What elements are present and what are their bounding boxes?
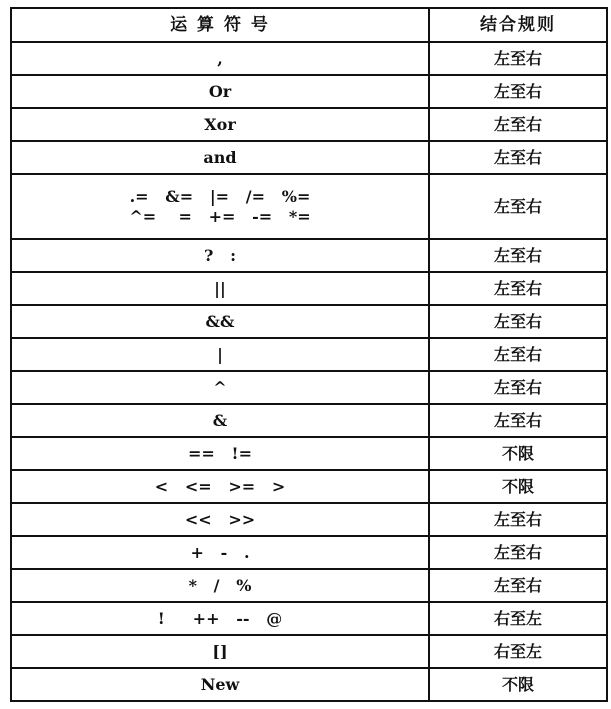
operator-text: New xyxy=(200,674,240,694)
operator-text: Xor xyxy=(204,114,236,134)
operator-cell xyxy=(11,108,429,141)
table-row xyxy=(11,602,607,635)
table-row xyxy=(11,75,607,108)
operator-cell xyxy=(11,668,429,701)
associativity-cell: 左至右 xyxy=(429,338,607,371)
associativity-cell: 不限 xyxy=(429,668,607,701)
associativity-cell: 右至左 xyxy=(429,602,607,635)
table-row xyxy=(11,371,607,404)
operator-text: && xyxy=(205,311,235,331)
operator-text: * / % xyxy=(188,575,252,595)
operator-cell xyxy=(11,635,429,668)
associativity-cell: 左至右 xyxy=(429,108,607,141)
associativity-cell: 左至右 xyxy=(429,404,607,437)
associativity-cell: 左至右 xyxy=(429,371,607,404)
associativity-column-header: 结合规则 xyxy=(429,8,607,42)
table-row xyxy=(11,338,607,371)
operator-cell xyxy=(11,42,429,75)
operator-cell xyxy=(11,174,429,239)
table-row xyxy=(11,470,607,503)
table-row xyxy=(11,569,607,602)
associativity-cell: 左至右 xyxy=(429,536,607,569)
associativity-cell: 左至右 xyxy=(429,305,607,338)
associativity-cell: 左至右 xyxy=(429,174,607,239)
associativity-cell: 左至右 xyxy=(429,503,607,536)
operator-cell xyxy=(11,437,429,470)
operator-cell xyxy=(11,141,429,174)
associativity-cell: 左至右 xyxy=(429,75,607,108)
operator-cell xyxy=(11,470,429,503)
table-row xyxy=(11,437,607,470)
table-row xyxy=(11,536,607,569)
associativity-cell: 左至右 xyxy=(429,272,607,305)
operator-text: | xyxy=(217,344,223,364)
table-row xyxy=(11,305,607,338)
table-row xyxy=(11,668,607,701)
operator-cell xyxy=(11,272,429,305)
operator-text: || xyxy=(214,278,226,298)
associativity-cell: 左至右 xyxy=(429,569,607,602)
operator-text: & xyxy=(212,410,228,430)
operator-text: [] xyxy=(212,641,228,661)
table-row xyxy=(11,108,607,141)
operator-text: ^ xyxy=(213,377,227,397)
operator-text: + - . xyxy=(190,542,250,562)
associativity-cell: 不限 xyxy=(429,437,607,470)
table-row xyxy=(11,239,607,272)
operator-cell xyxy=(11,503,429,536)
operator-text: ! ++ -- @ xyxy=(157,608,283,628)
table-row xyxy=(11,635,607,668)
operator-text: Or xyxy=(208,81,232,101)
operator-cell xyxy=(11,602,429,635)
operator-cell xyxy=(11,536,429,569)
associativity-cell: 右至左 xyxy=(429,635,607,668)
table-row xyxy=(11,141,607,174)
table-header-row xyxy=(11,8,607,42)
operator-cell xyxy=(11,239,429,272)
operator-cell xyxy=(11,338,429,371)
operator-text: .= &= |= /= %= xyxy=(129,187,311,207)
operator-text: << >> xyxy=(184,509,256,529)
operator-cell xyxy=(11,75,429,108)
operator-text: ? : xyxy=(204,245,236,265)
associativity-cell: 不限 xyxy=(429,470,607,503)
operator-text: and xyxy=(203,147,237,167)
operator-cell xyxy=(11,569,429,602)
operator-cell xyxy=(11,305,429,338)
table-row xyxy=(11,42,607,75)
table-row xyxy=(11,404,607,437)
associativity-cell: 左至右 xyxy=(429,239,607,272)
operator-column-header: 运 算 符 号 xyxy=(11,8,429,42)
operator-text: ^= = += -= *= xyxy=(129,206,311,226)
operator-cell xyxy=(11,404,429,437)
table-row xyxy=(11,174,607,239)
associativity-cell: 左至右 xyxy=(429,141,607,174)
operator-text: , xyxy=(217,48,223,68)
associativity-cell: 左至右 xyxy=(429,42,607,75)
table-body xyxy=(11,42,607,701)
operator-text: < <= >= > xyxy=(154,476,286,496)
operator-cell xyxy=(11,371,429,404)
table-row xyxy=(11,503,607,536)
operator-text: == != xyxy=(188,443,252,463)
table-row xyxy=(11,272,607,305)
operator-precedence-table xyxy=(10,7,608,702)
